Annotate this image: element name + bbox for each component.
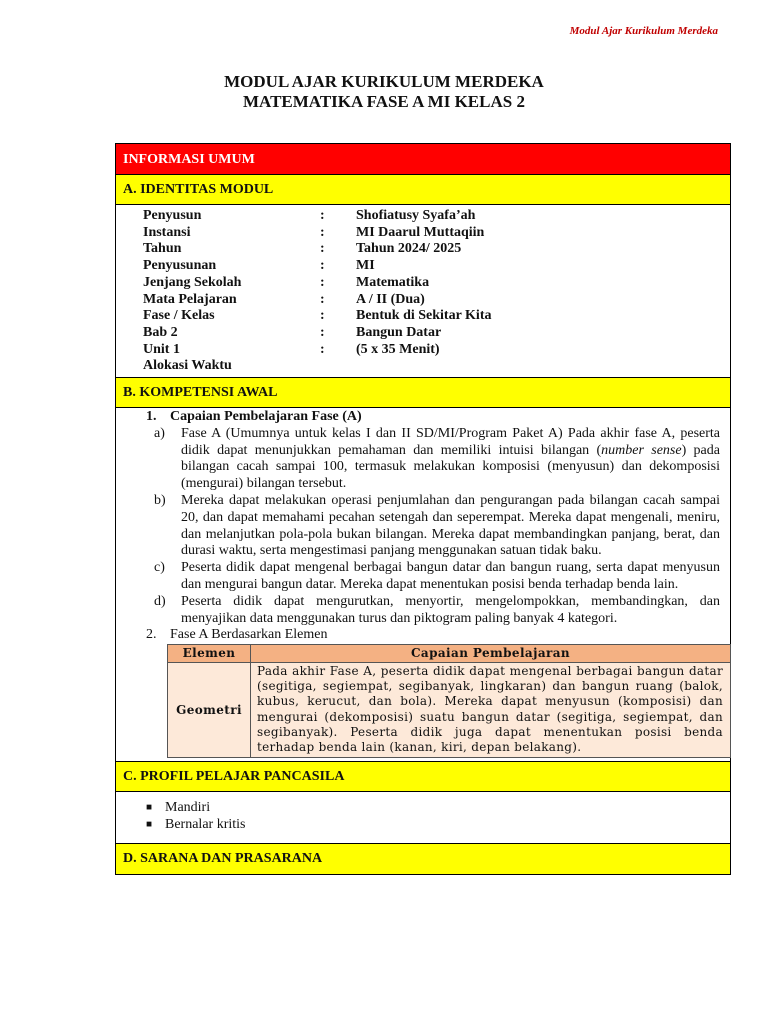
identitas-label: Fase / Kelas — [143, 308, 215, 324]
header-elemen: Elemen — [168, 645, 251, 663]
text-segment: Mereka dapat melakukan operasi penjumlahan dan pengurangan pada bilangan cacah sampai 20, dan dapat memahami pecahan setengah dan seperempat. Mereka dapat mengenali, meniru, dan melanjutkan pola-pola bukan bilangan. Mereka dapat membandingkan panjang, berat, dan durasi waktu, serta mengestimasi panjang menggunakan satuan tidak baku. — [181, 493, 720, 559]
capaian-list — [116, 426, 730, 628]
list-text — [181, 426, 720, 493]
list-item — [116, 800, 730, 817]
cell-capaian: Pada akhir Fase A, peserta didik dapat mengenal berbagai bangun datar (segitiga, segiempat, segibanyak, lingkaran) dan bangun ruang (balok, kubus, kerucut, dan bola). Mereka dapat menyusun (komposisi) dan mengurai (dekomposisi) suatu bangun datar (segitiga, segiempat, dan segibanyak). Peserta didik juga dapat menentukan posisi benda terhadap benda lain (kanan, kiri, depan belakang). — [251, 662, 731, 757]
running-header: Modul Ajar Kurikulum Merdeka — [569, 25, 718, 37]
identitas-row — [143, 358, 730, 375]
identitas-colon — [320, 358, 356, 375]
capaian-table-header — [168, 645, 731, 663]
document-title — [0, 72, 768, 112]
table-row — [168, 662, 731, 757]
identitas-row — [143, 308, 730, 325]
italic-term: number sense — [601, 442, 682, 458]
list-item — [116, 594, 730, 628]
capaian-number: 1. — [146, 409, 157, 425]
identitas-label: Instansi — [143, 224, 191, 240]
capaian-title: Capaian Pembelajaran Fase (A) — [170, 409, 362, 425]
list-item — [116, 426, 730, 493]
text-segment: Peserta didik dapat mengenal berbagai bangun datar dan bangun ruang, serta dapat menyusun dan mengurai bangun datar. Mereka dapat menentukan posisi benda terhadap benda lain. — [181, 560, 720, 592]
text-segment: ) pada bilangan cacah sampai 100, termasuk melakukan komposisi (menyusun) dan dekomposisi (mengurai) bilangan tersebut. — [181, 442, 720, 492]
profil-list — [116, 792, 730, 844]
title-line-1: MODUL AJAR KURIKULUM MERDEKA — [224, 72, 544, 91]
header-capaian: Capaian Pembelajaran — [251, 645, 731, 663]
identitas-list — [116, 205, 730, 378]
identitas-colon: : — [320, 291, 325, 307]
identitas-value: Shofiatusy Syafa’ah — [356, 208, 476, 223]
elemen-heading — [116, 627, 730, 644]
profil-heading: C. PROFIL PELAJAR PANCASILA — [116, 762, 730, 792]
list-text — [181, 594, 720, 628]
identitas-colon: : — [320, 308, 325, 324]
square-bullet-icon: ■ — [146, 802, 153, 814]
kompetensi-content — [116, 408, 730, 762]
identitas-heading: A. IDENTITAS MODUL — [116, 175, 730, 205]
identitas-colon: : — [320, 258, 325, 274]
elemen-title: Fase A Berdasarkan Elemen — [170, 627, 328, 643]
sarana-heading: D. SARANA DAN PRASARANA — [116, 844, 730, 874]
identitas-label: Mata Pelajaran — [143, 291, 237, 307]
identitas-value: Matematika — [356, 274, 430, 290]
identitas-label: Penyusunan — [143, 258, 217, 274]
identitas-colon: : — [320, 341, 325, 357]
identitas-row — [143, 292, 730, 309]
identitas-colon: : — [320, 241, 325, 257]
kompetensi-heading: B. KOMPETENSI AWAL — [116, 378, 730, 408]
identitas-label: Penyusun — [143, 208, 202, 223]
identitas-row — [143, 241, 730, 258]
identitas-row — [143, 325, 730, 342]
identitas-label: Jenjang Sekolah — [143, 274, 242, 290]
identitas-colon: : — [320, 208, 325, 223]
identitas-value — [356, 358, 730, 375]
profil-item-label: Bernalar kritis — [165, 816, 246, 832]
identitas-row — [143, 275, 730, 292]
square-bullet-icon: ■ — [146, 818, 153, 830]
identitas-colon: : — [320, 324, 325, 340]
identitas-value: Bangun Datar — [356, 324, 442, 340]
list-marker: a) — [154, 425, 165, 441]
identitas-value: MI — [356, 258, 375, 274]
identitas-colon: : — [320, 224, 325, 240]
identitas-value: Bentuk di Sekitar Kita — [356, 308, 492, 324]
capaian-table — [167, 644, 731, 758]
identitas-label: Alokasi Waktu — [143, 358, 232, 374]
capaian-heading — [116, 409, 730, 426]
identitas-value: Tahun 2024/ 2025 — [356, 241, 462, 257]
identitas-colon: : — [320, 274, 325, 290]
identitas-value: (5 x 35 Menit) — [356, 341, 440, 357]
list-marker: c) — [154, 560, 165, 576]
identitas-label: Bab 2 — [143, 324, 178, 340]
informasi-umum-band: INFORMASI UMUM — [116, 144, 730, 175]
list-item — [116, 817, 730, 834]
list-item — [116, 560, 730, 594]
profil-item-label: Mandiri — [165, 800, 211, 816]
identitas-row — [143, 342, 730, 359]
text-segment: Peserta didik dapat mengurutkan, menyortir, mengelompokkan, membandingkan, dan menyajikan data menggunakan turus dan piktogram paling banyak 4 kategori. — [181, 593, 720, 626]
list-marker: d) — [154, 593, 166, 609]
identitas-value: MI Daarul Muttaqiin — [356, 224, 485, 240]
list-item — [116, 493, 730, 560]
list-text — [181, 493, 720, 560]
title-line-2: MATEMATIKA FASE A MI KELAS 2 — [243, 92, 525, 111]
identitas-value: A / II (Dua) — [356, 291, 425, 307]
identitas-label: Tahun — [143, 241, 182, 257]
identitas-label: Unit 1 — [143, 341, 180, 357]
list-marker: b) — [154, 493, 166, 509]
text-segment: Fase A (Umumnya untuk kelas I dan II SD/MI/Program Paket A) Pada akhir fase A, peserta didik dapat menunjukkan pemahaman dan memiliki intuisi bilangan ( — [181, 425, 720, 458]
informasi-umum-table — [115, 143, 731, 875]
list-text — [181, 560, 720, 594]
identitas-row — [143, 225, 730, 242]
cell-elemen: Geometri — [168, 662, 251, 757]
identitas-row — [143, 258, 730, 275]
identitas-row — [143, 208, 730, 225]
elemen-number: 2. — [146, 627, 157, 643]
